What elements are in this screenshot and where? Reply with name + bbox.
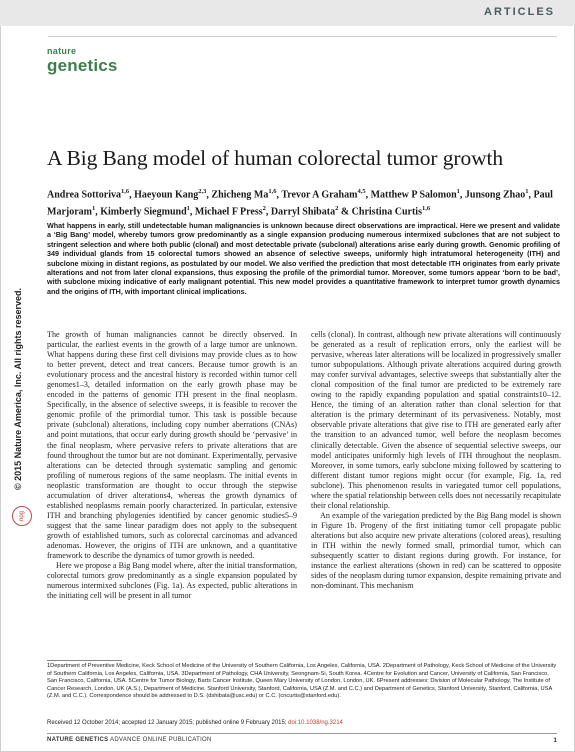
body-paragraph: The growth of human malignancies cannot be directly observed. In particular, the earliest events in the growth of a large tumor are unknown. What happens during these first cell divisions may provide clues as to how to better prevent, detect and treat cancers. Because tumor growth is an evolutionary process and the ancestral history is recorded within tumor cell genomes1–3, detailed information on the early growth phase may be encoded in the patterns of genomic ITH present in the final neoplasm. Specifically, in the absence of selective sweeps, it is feasible to recover the genomic profile of the primordial tumor. This task is possible because private (subclonal) alterations, including copy number aberrations (CNAs) and point mutations, that occur early during growth should be ‘pervasive’ in the final neoplasm, where pervasive refers to private alterations that are found throughout the tumor but are not dominant. Experimentally, pervasive alterations can be detected through systematic sampling and genomic profiling of numerous regions of the same neoplasm. The initial events in neoplastic transformation are thought to occur through the stepwise accumulation of driver alterations4, whereas the growth dynamics of established neoplasms remain poorly characterized. In particular, extensive ITH and branching phylogenies identified by cancer genomic studies5–9 suggest that the same linear paradigm does not apply to the subsequent growth of established tumors, such as colorectal carcinomas and advanced adenomas. However, the origins of ITH are unknown, and a quantitative framework to describe the dynamics of tumor growth is needed.	[47, 330, 297, 561]
header-divider	[48, 36, 557, 37]
section-label: ARTICLES	[484, 6, 555, 18]
abstract: What happens in early, still undetectable human malignancies is unknown because direct observations are impractical. Here we present and validate a ‘Big Bang’ model, whereby tumors grow predominantly as a single expansion producing numerous intermixed subclones that are not subject to stringent selection and where both public (clonal) and most detectable private (subclonal) alterations arise early during growth. Genomic profiling of 349 individual glands from 15 colorectal tumors showed an absence of selective sweeps, uniformly high intratumoral heterogeneity (ITH) and subclone mixing in distant regions, as postulated by our model. We also verified the prediction that most detectable ITH originates from early private alterations and not from later clonal expansions, thus exposing the profile of the primordial tumor. Moreover, some tumors appear ‘born to be bad’, with subclone mixing indicative of early malignant potential. This new model provides a quantitative framework to interpret tumor growth dynamics and the origins of ITH, with important clinical implications.	[47, 221, 560, 296]
author-affiliation: 1	[525, 188, 529, 195]
received-dates: Received 12 October 2014; accepted 12 January 2015; published online 9 February 2015;	[47, 720, 289, 726]
npg-badge-text: npg	[19, 511, 25, 522]
author-separator: &	[338, 206, 352, 218]
author-name: Paul Marjoram	[47, 189, 553, 218]
author-name: Matthew P Salomon	[370, 189, 457, 201]
author-separator: ,	[189, 206, 195, 218]
author-name: Zhicheng Ma	[211, 189, 269, 201]
author-separator: ,	[129, 189, 135, 201]
author-affiliation: 1,6	[268, 188, 277, 195]
footer-journal-name: NATURE GENETICS	[47, 737, 109, 743]
copyright-sidebar	[10, 170, 24, 490]
page-number: 1	[553, 737, 557, 744]
body-column-right	[311, 330, 561, 591]
footer-journal	[47, 737, 212, 743]
author-separator: ,	[528, 189, 534, 201]
body-paragraph: An example of the variegation predicted by the Big Bang model is shown in Figure 1b. Progeny of the first initiating tumor cell propagate public alterations but also acquire new private alterations (colored areas), resulting in ITH within the newly formed small, primordial tumor, which can subsequently scatter to distant regions during growth. For instance, for instance the earliest alterations (shown in red) can be scattered to opposite sides of the neoplasm during tumor expansion, despite remaining private and non-dominant. This mechanism	[311, 510, 561, 591]
author-name: Andrea Sottoriva	[47, 189, 121, 201]
author-separator: ,	[265, 206, 271, 218]
journal-logo-line1: nature	[47, 46, 77, 56]
footnote-divider	[47, 660, 122, 661]
author-name: Haeyoun Kang	[134, 189, 199, 201]
author-name: Kimberly Siegmund	[100, 206, 187, 218]
body-paragraph: Here we propose a Big Bang model where, after the initial transformation, colorectal tumors grow predominantly as a single expansion populated by numerous intermixed subclones (Fig. 1a). As expected, public alterations in the initiating cell will be present in all tumor	[47, 561, 297, 601]
journal-logo	[47, 47, 118, 74]
journal-logo-line2: genetics	[47, 56, 118, 75]
author-list	[47, 185, 567, 219]
author-name: Michael F Press	[194, 206, 263, 218]
author-affiliation: 1	[186, 204, 190, 212]
body-column-left	[47, 330, 297, 601]
author-affiliation: 4,5	[357, 188, 366, 195]
body-paragraph: cells (clonal). In contrast, although new private alterations will continuously be generated as a result of replication errors, only the earliest will be pervasive, whereas later alterations will be localized in progressively smaller tumor subpopulations. Although private alterations acquired during growth may confer survival advantages, selective sweeps that substantially alter the clonal composition of the final tumor are predicted to be extremely rare owing to the rapidly expanding population and spatial constraints10–12. Hence, the timing of an alteration rather than clonal selection for that alteration is the primary determinant of its pervasiveness. Notably, most observable private alterations that give rise to ITH are generated early after the transition to an advanced tumor, well before the neoplasm becomes clinically detectable. Given the absence of sequential selective sweeps, our model anticipates uniformly high levels of ITH throughout the neoplasm. Moreover, in some tumors, early subclone mixing followed by scattering to different distant tumor regions might occur (for example, Fig. 1a, red subclone). This phenomenon results in variegated tumor cell populations, where the spatial relationship between cells does not necessarily recapitulate their clonal relationship.	[311, 330, 561, 510]
author-separator: ,	[95, 206, 101, 218]
author-name: Darryl Shibata	[270, 206, 336, 218]
author-affiliation: 2	[335, 204, 339, 212]
author-affiliation: 1	[456, 188, 460, 195]
npg-badge	[12, 506, 32, 526]
author-separator: ,	[206, 189, 212, 201]
author-separator: ,	[365, 189, 371, 201]
author-affiliation: 1,6	[120, 188, 130, 195]
doi-link[interactable]: doi:10.1038/ng.3214	[288, 720, 343, 726]
author-name: Trevor A Graham	[281, 189, 358, 201]
header-bar	[0, 0, 575, 26]
footer-divider	[47, 733, 557, 734]
affiliations-footnote: 1Department of Preventive Medicine, Keck School of Medicine of the University of Southern California, Los Angeles, California, USA. 2Department of Pathology, Keck School of Medicine of the University of Southern California, Los Angeles, California, USA. 3Department of Pathology, CHA University, Seongnam-Si, South Korea. 4Centre for Evolution and Cancer, University of California, San Francisco, San Francisco, California, USA. 5Centre for Tumor Biology, Barts Cancer Institute, Queen Mary University of London, London, UK. 6Present addresses: Division of Molecular Pathology, The Institute of Cancer Research, London, UK (A.S.), Department of Medicine, Stanford University, Stanford, California, USA (Z.M. and C.C.) and Department of Genetics, Stanford University, Stanford, California, USA (Z.M. and C.C.). Correspondence should be addressed to D.S. (dshibata@usc.edu) or C.C. (cncurtis@stanford.edu).	[47, 663, 557, 700]
author-affiliation: 1	[91, 204, 96, 212]
copyright-text: © 2015 Nature America, Inc. All rights reserved.	[13, 287, 23, 490]
received-line	[47, 720, 559, 726]
author-name: Junsong Zhao	[464, 189, 526, 201]
author-separator: ,	[276, 189, 282, 201]
article-title: A Big Bang model of human colorectal tumor growth	[47, 146, 504, 170]
author-name: Christina Curtis	[351, 206, 422, 218]
footer-edition: ADVANCE ONLINE PUBLICATION	[108, 737, 212, 743]
author-affiliation: 1,6	[421, 204, 431, 212]
author-affiliation: 2,3	[198, 188, 207, 195]
author-separator: ,	[459, 189, 465, 201]
author-affiliation: 2	[262, 204, 266, 212]
